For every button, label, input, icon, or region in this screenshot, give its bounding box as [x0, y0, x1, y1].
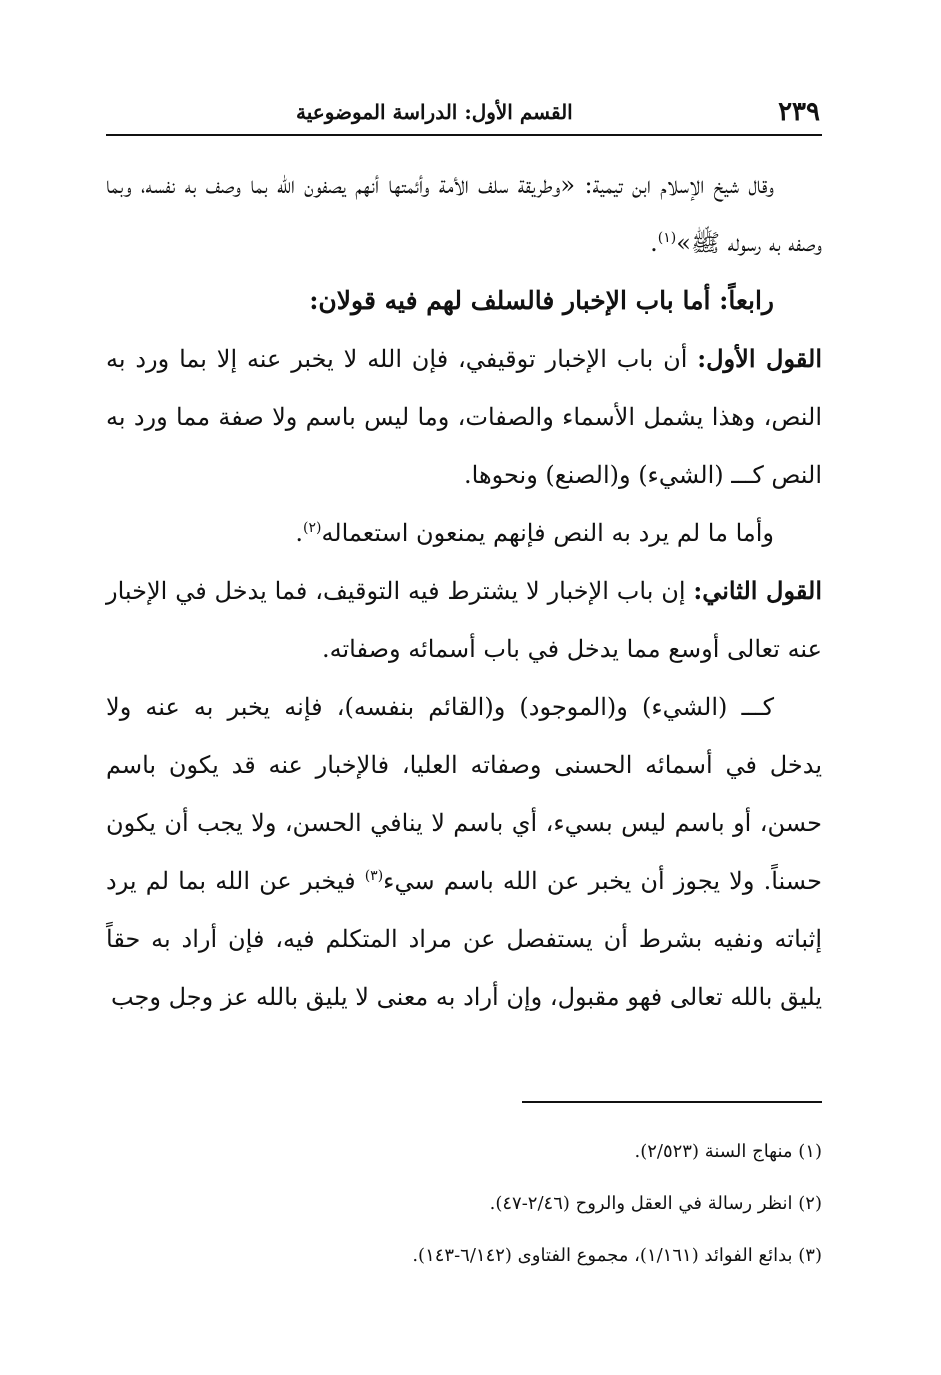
footnote-ref-3: (٣) [364, 868, 384, 884]
paragraph-end: . [295, 519, 303, 547]
paragraph-text: كـــ (الشيء) و(الموجود) و(القائم بنفسه)، فإنه يخبر به عنه ولا يدخل في أسمائه الحسنى وصفاته العليا، فالإخبار عنه قد يكون باسم حسن، أو باسم ليس بسيء، أي باسم لا ينافي الحسن، ولا يجب أن يكون حسناً. ولا يجوز أن يخبر عن الله باسم سيء [106, 693, 822, 895]
footnote-1: (١) منهاج السنة (٢/٥٢٣). [634, 1141, 822, 1162]
footnote-ref-1: (١) [657, 230, 677, 246]
book-page [106, 90, 822, 1290]
paragraph-text-continued: فيخبر عن الله بما لم يرد إثباته ونفيه بشرط أن يستفصل عن مراد المتكلم فيه، فإن أراد به حقاً يليق بالله تعالى فهو مقبول، وإن أراد به معنى لا يليق بالله عز وجل وجب [106, 867, 822, 1011]
paragraph-second-opinion [106, 562, 822, 678]
first-opinion-term: القول الأول: [697, 344, 823, 373]
paragraph-ibn-taymiyya-quote [106, 156, 822, 272]
paragraph-text: وقال شيخ الإسلام ابن تيمية: «وطريقة سلف الأمة وأئمتها أنهم يصفون الله بما وصف به نفسه، وبما وصفه به رسوله ﷺ» [106, 171, 822, 257]
paragraph-text: إن باب الإخبار لا يشترط فيه التوقيف، فما يدخل في الإخبار عنه تعالى أوسع مما يدخل في باب أسمائه وصفاته. [106, 577, 822, 663]
paragraph-end: . [650, 229, 658, 257]
paragraph-unmentioned [106, 504, 822, 562]
paragraph-first-opinion [106, 330, 822, 504]
section-title: القسم الأول: الدراسة الموضوعية [296, 100, 573, 124]
paragraph-text: أن باب الإخبار توقيفي، فإن الله لا يخبر عنه إلا بما ورد به النص، وهذا يشمل الأسماء والصفات، وما ليس باسم ولا صفة مما ورد به النص كـــ (الشيء) و(الصنع) ونحوها. [106, 345, 822, 489]
second-opinion-term: القول الثاني: [693, 576, 823, 605]
footnote-ref-2: (٢) [302, 520, 322, 536]
page-number: ٢٣٩ [778, 97, 820, 127]
footnote-3: (٣) بدائع الفوائد (١/١٦١)، مجموع الفتاوى (٦/١٤٢-١٤٣). [412, 1245, 822, 1266]
paragraph-text: وأما ما لم يرد به النص فإنهم يمنعون استعماله [321, 519, 774, 547]
footnotes [106, 1126, 822, 1282]
running-header [106, 90, 822, 136]
main-text [106, 156, 822, 1026]
footnote-2: (٢) انظر رسالة في العقل والروح (٢/٤٦-٤٧). [489, 1193, 822, 1214]
heading-fourth-point: رابعاً: أما باب الإخبار فالسلف لهم فيه قولان: [309, 286, 774, 315]
paragraph-examples [106, 678, 822, 1026]
footnote-separator [522, 1101, 822, 1103]
